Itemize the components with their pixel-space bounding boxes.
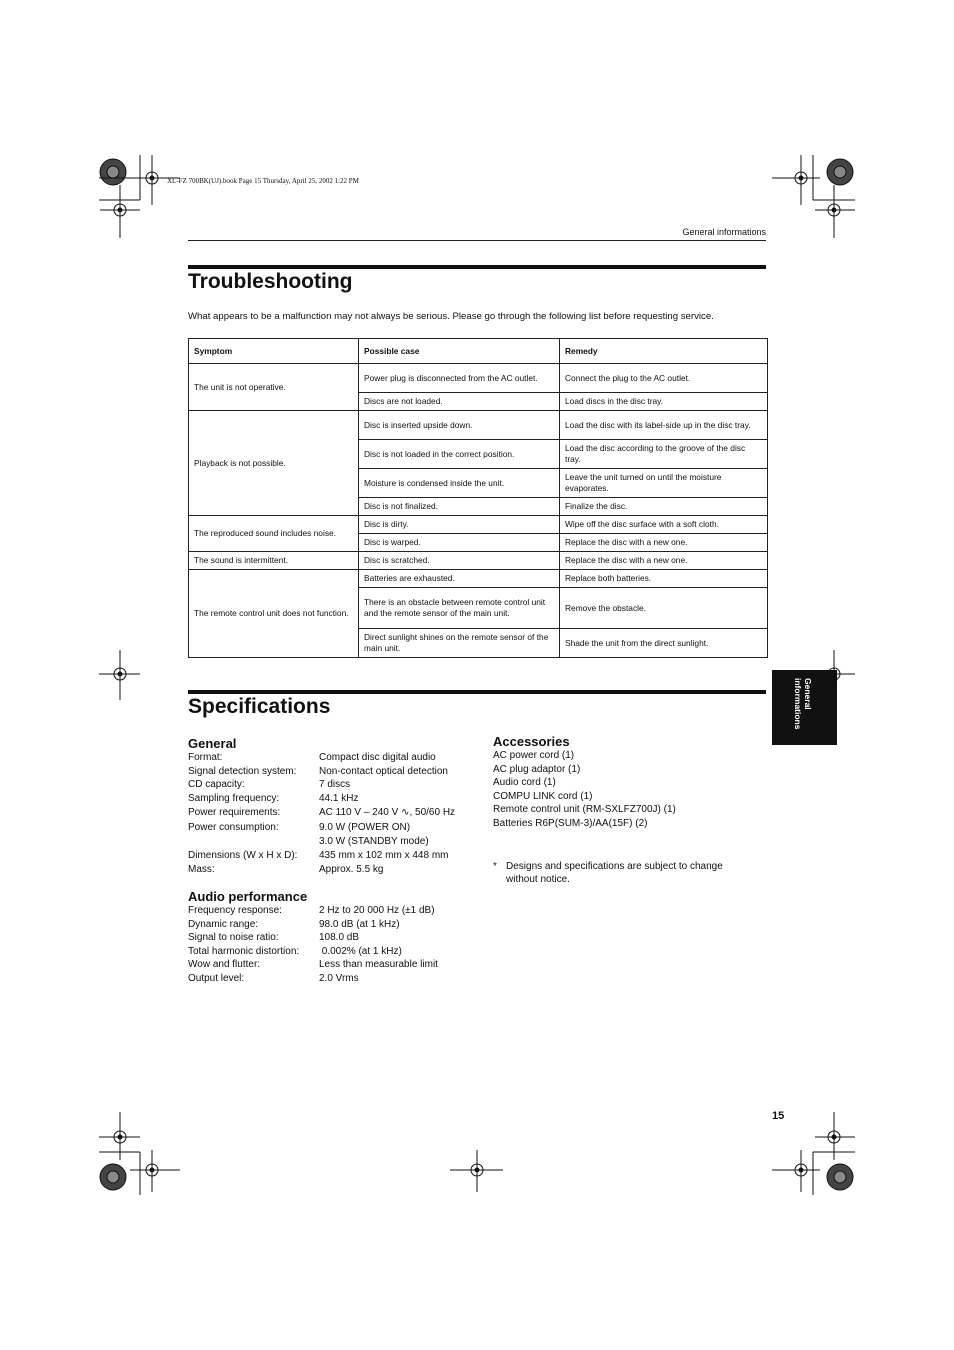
remedy-cell: Load discs in the disc tray.: [560, 393, 768, 411]
remedy-cell: Replace both batteries.: [560, 570, 768, 588]
spec-label: Total harmonic distortion:: [188, 945, 300, 957]
symptom-cell: The remote control unit does not function.: [189, 570, 359, 658]
running-header: General informations: [682, 227, 766, 237]
audio-heading: Audio performance: [188, 889, 308, 904]
spec-value: 98.0 dB (at 1 kHz): [319, 918, 400, 930]
spec-value: Less than measurable limit: [319, 959, 438, 971]
spec-label: Format:: [188, 752, 223, 763]
spec-value: Compact disc digital audio: [319, 752, 436, 763]
accessory-item: Remote control unit (RM-SXLFZ700J) (1): [493, 804, 676, 816]
column-header: Symptom: [189, 339, 359, 364]
note-text: Designs and specifications are subject to change without notice.: [506, 861, 723, 886]
spec-value: 44.1 kHz: [319, 792, 359, 804]
general-heading: General: [188, 736, 237, 751]
accessory-item: AC power cord (1): [493, 750, 575, 761]
spec-label: Power consumption:: [188, 821, 279, 833]
spec-label: Frequency response:: [188, 905, 282, 916]
spec-value: 3.0 W (STANDBY mode): [319, 835, 429, 847]
column-header: Possible case: [359, 339, 560, 364]
remedy-cell: Leave the unit turned on until the moisture evaporates.: [560, 469, 768, 498]
case-cell: Direct sunlight shines on the remote sensor of the main unit.: [359, 629, 560, 658]
spec-label: Wow and flutter:: [188, 959, 261, 971]
accessory-item: AC plug adaptor (1): [493, 763, 581, 775]
spec-value: 108.0 dB: [319, 932, 360, 944]
spec-label: CD capacity:: [188, 779, 245, 791]
spec-label: Output level:: [188, 972, 245, 984]
spec-value: Approx. 5.5 kg: [319, 863, 384, 875]
case-cell: Disc is warped.: [359, 534, 560, 552]
spec-value: Non-contact optical detection: [319, 765, 448, 777]
spec-value: 7 discs: [319, 779, 351, 791]
accessory-item: Batteries R6P(SUM-3)/AA(15F) (2): [493, 817, 648, 829]
side-tab-label: General informations: [793, 678, 813, 730]
remedy-cell: Connect the plug to the AC outlet.: [560, 364, 768, 393]
remedy-cell: Load the disc according to the groove of the disc tray.: [560, 440, 768, 469]
remedy-cell: Shade the unit from the direct sunlight.: [560, 629, 768, 658]
spec-value: 2 Hz to 20 000 Hz (±1 dB): [319, 905, 435, 916]
case-cell: Disc is not finalized.: [359, 498, 560, 516]
remedy-cell: Finalize the disc.: [560, 498, 768, 516]
print-info: XL-FZ 700BK(UJ).book Page 15 Thursday, April 25, 2002 1:22 PM: [167, 177, 359, 185]
remedy-cell: Load the disc with its label-side up in the disc tray.: [560, 411, 768, 440]
case-cell: Disc is not loaded in the correct position.: [359, 440, 560, 469]
column-header: Remedy: [560, 339, 768, 364]
remedy-cell: Replace the disc with a new one.: [560, 552, 768, 570]
symptom-cell: The sound is intermittent.: [189, 552, 359, 570]
remedy-cell: Replace the disc with a new one.: [560, 534, 768, 552]
spec-label: Sampling frequency:: [188, 792, 280, 804]
page-number: 15: [772, 1110, 785, 1122]
spec-value: 2.0 Vrms: [319, 972, 359, 984]
spec-label: Mass:: [188, 863, 215, 875]
symptom-cell: The unit is not operative.: [189, 364, 359, 411]
troubleshooting-title: Troubleshooting: [188, 270, 353, 293]
symptom-cell: The reproduced sound includes noise.: [189, 516, 359, 552]
spec-label: Dimensions (W x H x D):: [188, 850, 298, 862]
spec-label: Signal detection system:: [188, 765, 297, 777]
spec-value: 435 mm x 102 mm x 448 mm: [319, 850, 449, 862]
specifications-title: Specifications: [188, 695, 331, 718]
accessories-heading: Accessories: [493, 734, 570, 749]
remedy-cell: Remove the obstacle.: [560, 588, 768, 629]
spec-value: 9.0 W (POWER ON): [319, 821, 411, 833]
remedy-cell: Wipe off the disc surface with a soft cloth.: [560, 516, 768, 534]
spec-label: Dynamic range:: [188, 918, 259, 930]
case-cell: There is an obstacle between remote control unit and the remote sensor of the main unit.: [359, 588, 560, 629]
symptom-cell: Playback is not possible.: [189, 411, 359, 516]
spec-label: Signal to noise ratio:: [188, 932, 279, 944]
case-cell: Power plug is disconnected from the AC outlet.: [359, 364, 560, 393]
spec-value: AC 110 V – 240 V ∿, 50/60 Hz: [319, 807, 456, 819]
case-cell: Disc is inserted upside down.: [359, 411, 560, 440]
note-marker: *: [493, 861, 497, 872]
case-cell: Disc is scratched.: [359, 552, 560, 570]
accessory-item: COMPU LINK cord (1): [493, 790, 593, 802]
accessory-item: Audio cord (1): [493, 777, 556, 789]
case-cell: Batteries are exhausted.: [359, 570, 560, 588]
spec-label: Power requirements:: [188, 807, 281, 819]
case-cell: Disc is dirty.: [359, 516, 560, 534]
troubleshooting-intro: What appears to be a malfunction may not always be serious. Please go through the following list before requesting service.: [188, 311, 714, 322]
spec-value: 0.002% (at 1 kHz): [319, 945, 402, 957]
case-cell: Moisture is condensed inside the unit.: [359, 469, 560, 498]
case-cell: Discs are not loaded.: [359, 393, 560, 411]
